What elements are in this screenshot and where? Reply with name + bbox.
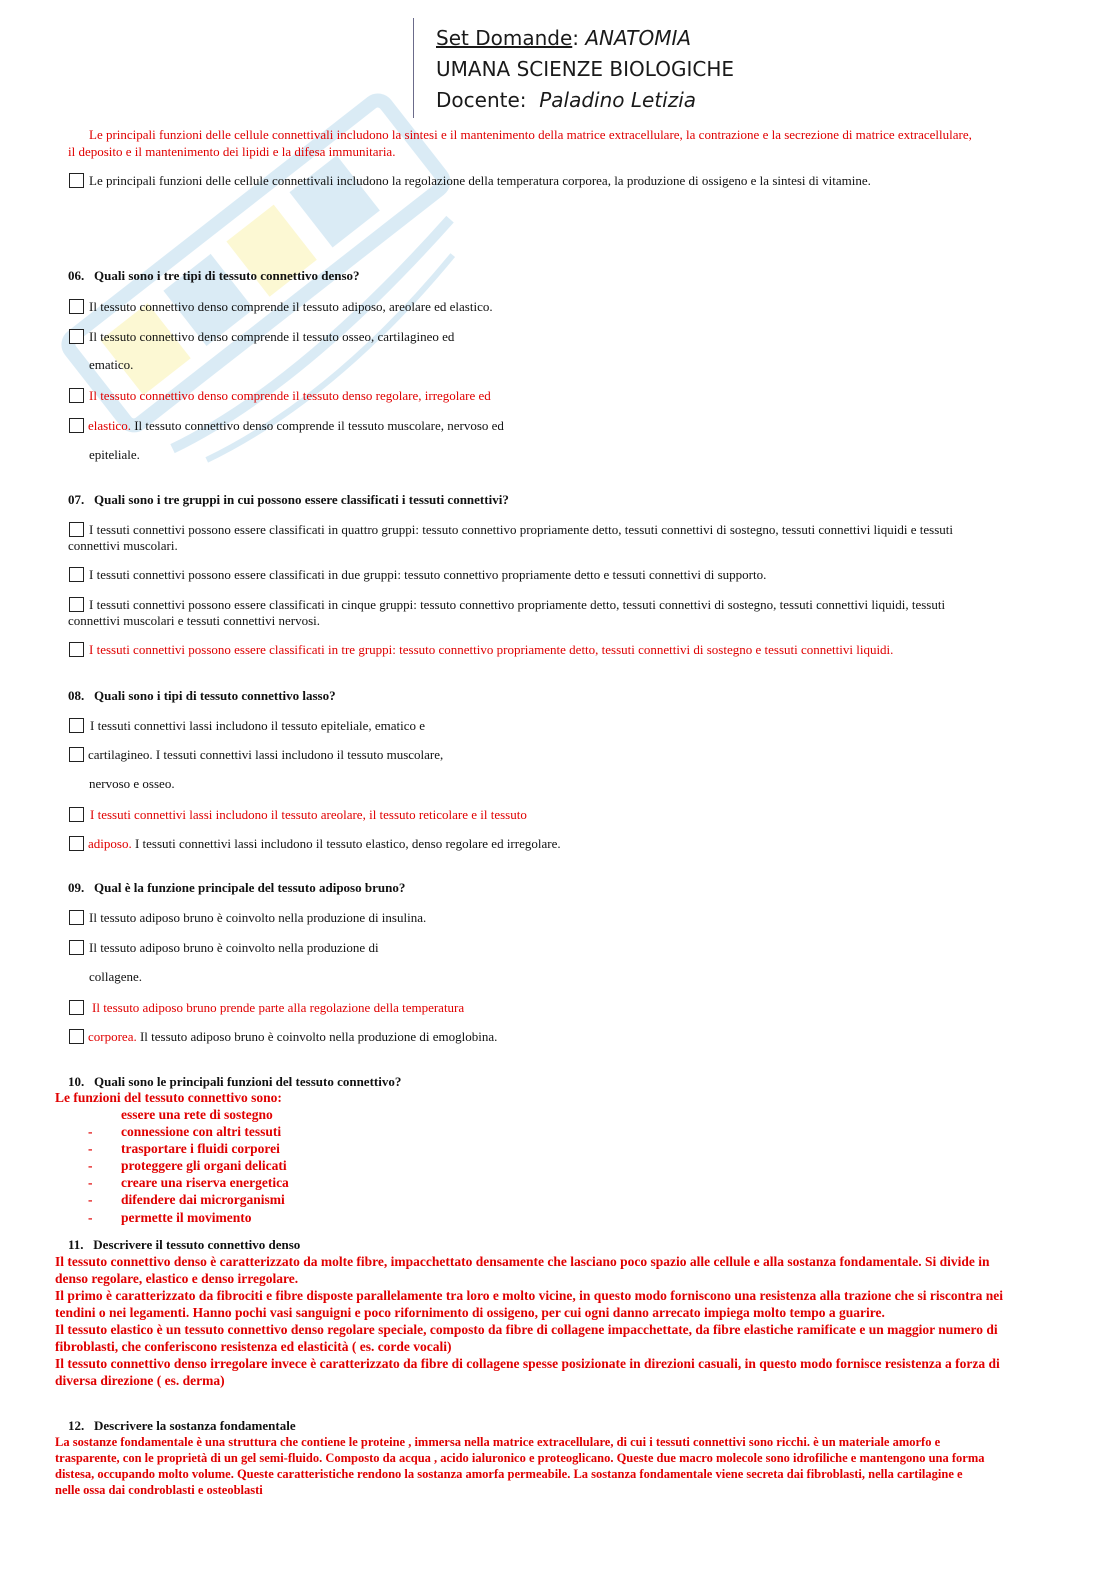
q06-opt2b: ematico. — [89, 357, 134, 372]
q06-opt4-line — [88, 418, 504, 434]
q06-opt1-checkbox[interactable] — [69, 299, 84, 314]
q05-answer-line1: Le principali funzioni delle cellule connettivali includono la sintesi e il mantenimento della matrice extracellulare, la contrazione e la secrezione di matrice extracellulare, — [89, 127, 972, 142]
q05-option-checkbox[interactable] — [69, 173, 84, 188]
q07-opt3b: connettivi muscolari e tessuti connettivi nervosi. — [68, 613, 321, 628]
q12-line-3: nelle ossa dai condroblasti e osteoblasti — [55, 1483, 263, 1497]
q09-opt3: Il tessuto adiposo bruno prende parte alla regolazione della temperatura — [92, 1000, 465, 1015]
q10-item-5: difendere dai microrganismi — [121, 1192, 285, 1207]
docente-label: Docente: — [436, 88, 527, 112]
q10-item-2: trasportare i fluidi corporei — [121, 1141, 280, 1156]
q08-opt4-checkbox[interactable] — [69, 836, 84, 851]
q10-item-0: essere una rete di sostegno — [121, 1107, 273, 1122]
q06-question — [68, 268, 360, 284]
q09-opt2-checkbox[interactable] — [69, 940, 84, 955]
subject-line2: UMANA SCIENZE BIOLOGICHE — [436, 57, 734, 81]
q07-question — [68, 492, 509, 508]
q10-item-3: proteggere gli organi delicati — [121, 1158, 287, 1173]
q09-opt4-line — [88, 1029, 497, 1045]
q11-line-2: Il primo è caratterizzato da fibrociti e fibre disposte parallelamente tra loro e molto vicine, in questo modo forniscono una resistenza alla trazione che si riscontra nei — [55, 1288, 1003, 1303]
q12-line-1: trasparente, con le proprietà di un gel semi-fluido. Composto da acqua , acido ialuronico e proteoglicano. Queste due macro molecole sono idrofiliche e mantengono una forma — [55, 1451, 985, 1465]
q10-dash-5: - — [88, 1192, 93, 1207]
q12-line-0: La sostanze fondamentale è una struttura che contiene le proteine , immersa nella matrice extracellulare, di cui i tessuti connettivi sono ricchi. è un materiale amorfo e — [55, 1435, 941, 1449]
q08-opt4-line — [88, 836, 561, 852]
q09-opt4-checkbox[interactable] — [69, 1029, 84, 1044]
q08-opt4b: I tessuti connettivi lassi includono il tessuto elastico, denso regolare ed irregolare. — [131, 836, 561, 851]
q10-item-1: connessione con altri tessuti — [121, 1124, 282, 1139]
header-title-line: Set Domande: ANATOMIA — [436, 26, 692, 50]
q11-line-1: denso regolare, elastico e denso irregolare. — [55, 1271, 299, 1286]
q09-opt2a: Il tessuto adiposo bruno è coinvolto nella produzione di — [89, 940, 379, 955]
q09-opt2b: collagene. — [89, 969, 143, 984]
q12-line-2: distesa, occupando molto volume. Queste caratteristiche rendono la sostanza amorfa permeabile. La sostanza fondamentale viene secreta dai fibroblasti, nella cartilagine e — [55, 1467, 963, 1481]
docente-line — [436, 88, 696, 112]
q08-opt1: I tessuti connettivi lassi includono il tessuto epiteliale, ematico e — [90, 718, 426, 733]
q10-item-6: permette il movimento — [121, 1210, 252, 1225]
q06-opt4b: epiteliale. — [89, 447, 140, 462]
q06-opt2-checkbox[interactable] — [69, 329, 84, 344]
q11-line-4: Il tessuto elastico è un tessuto connettivo denso regolare speciale, composto da fibre di collagene impacchettate, da fibre elastiche ramificate e un maggior numero di — [55, 1322, 998, 1337]
q10-dash-1: - — [88, 1124, 93, 1139]
q07-opt1-checkbox[interactable] — [69, 522, 84, 537]
q12-text: Descrivere la sostanza fondamentale — [94, 1418, 296, 1433]
subject: ANATOMIA — [585, 26, 692, 50]
q05-answer-line2: il deposito e il mantenimento dei lipidi e la difesa immunitaria. — [68, 144, 396, 159]
q09-text: Qual è la funzione principale del tessuto adiposo bruno? — [94, 880, 406, 895]
q09-opt1: Il tessuto adiposo bruno è coinvolto nella produzione di insulina. — [89, 910, 427, 925]
q08-opt1-checkbox[interactable] — [69, 718, 84, 733]
header-divider — [413, 18, 414, 118]
q10-question — [68, 1074, 401, 1090]
q10-item-4: creare una riserva energetica — [121, 1175, 289, 1190]
q11-line-3: tendini o nei legamenti. Hanno pochi vasi sanguigni e poco rifornimento di ossigeno, per cui ogni danno arrecato impiega molto tempo a guarire. — [55, 1305, 885, 1320]
q06-opt2a: Il tessuto connettivo denso comprende il tessuto osseo, cartilagineo ed — [89, 329, 455, 344]
q11-line-5: fibroblasti, che conferiscono resistenza ed elasticità ( es. corde vocali) — [55, 1339, 452, 1354]
q09-number: 09. — [68, 880, 85, 895]
docente-name: Paladino Letizia — [539, 88, 697, 112]
q07-opt4-checkbox[interactable] — [69, 642, 84, 657]
q06-opt3b: elastico. — [88, 418, 131, 433]
q10-dash-4: - — [88, 1175, 93, 1190]
q07-opt3a: I tessuti connettivi possono essere classificati in cinque gruppi: tessuto connettivo propriamente detto, tessuti connettivi di sostegno, tessuti connettivi liquidi, tessuti — [89, 597, 946, 612]
q07-opt1a: I tessuti connettivi possono essere classificati in quattro gruppi: tessuto connettivo propriamente detto, tessuti connettivi di sostegno, tessuti connettivi liquidi e tessuti — [89, 522, 953, 537]
q10-number: 10. — [68, 1074, 85, 1089]
q08-opt4a: adiposo. — [88, 836, 132, 851]
q07-opt1b: connettivi muscolari. — [68, 538, 178, 553]
q06-text: Quali sono i tre tipi di tessuto connettivo denso? — [94, 268, 360, 283]
q10-dash-2: - — [88, 1141, 93, 1156]
q11-question — [68, 1237, 300, 1253]
set-label: Set Domande — [436, 26, 573, 50]
q09-opt1-checkbox[interactable] — [69, 910, 84, 925]
q08-opt2: cartilagineo. I tessuti connettivi lassi includono il tessuto muscolare, — [88, 747, 444, 762]
q08-opt2-checkbox[interactable] — [69, 747, 84, 762]
q11-number: 11. — [68, 1237, 84, 1252]
q11-line-6: Il tessuto connettivo denso irregolare invece è caratterizzato da fibre di collagene spesse posizionate in direzioni casuali, in questo modo fornisce resistenza a forza di — [55, 1356, 1000, 1371]
q09-question — [68, 880, 405, 896]
q10-text: Quali sono le principali funzioni del tessuto connettivo? — [94, 1074, 402, 1089]
q11-line-7: diversa direzione ( es. derma) — [55, 1373, 225, 1388]
q07-opt3-checkbox[interactable] — [69, 597, 84, 612]
q06-opt4a: Il tessuto connettivo denso comprende il tessuto muscolare, nervoso ed — [130, 418, 504, 433]
q12-number: 12. — [68, 1418, 85, 1433]
q07-opt4: I tessuti connettivi possono essere classificati in tre gruppi: tessuto connettivo propriamente detto, tessuti connettivi di sostegno e tessuti connettivi liquidi. — [89, 642, 894, 657]
q08-number: 08. — [68, 688, 85, 703]
q06-opt1: Il tessuto connettivo denso comprende il tessuto adiposo, areolare ed elastico. — [89, 299, 493, 314]
q06-opt3-checkbox[interactable] — [69, 388, 84, 403]
q05-option-text: Le principali funzioni delle cellule connettivali includono la regolazione della temperatura corporea, la produzione di ossigeno e la sintesi di vitamine. — [89, 173, 871, 188]
q09-opt4a: corporea. — [88, 1029, 137, 1044]
q09-opt4b: Il tessuto adiposo bruno è coinvolto nella produzione di emoglobina. — [136, 1029, 498, 1044]
q07-opt2: I tessuti connettivi possono essere classificati in due gruppi: tessuto connettivo propriamente detto e tessuti connettivi di supporto. — [89, 567, 767, 582]
q07-number: 07. — [68, 492, 85, 507]
q11-text: Descrivere il tessuto connettivo denso — [93, 1237, 301, 1252]
q08-text: Quali sono i tipi di tessuto connettivo lasso? — [94, 688, 336, 703]
q08-opt3: I tessuti connettivi lassi includono il tessuto areolare, il tessuto reticolare e il tessuto — [90, 807, 527, 822]
q08-opt2b: nervoso e osseo. — [89, 776, 175, 791]
q08-question — [68, 688, 336, 704]
q06-opt4-checkbox[interactable] — [69, 418, 84, 433]
q12-question — [68, 1418, 296, 1434]
q10-intro: Le funzioni del tessuto connettivo sono: — [55, 1090, 282, 1105]
q06-number: 06. — [68, 268, 85, 283]
q06-opt3a: Il tessuto connettivo denso comprende il tessuto denso regolare, irregolare ed — [89, 388, 491, 403]
q07-text: Quali sono i tre gruppi in cui possono essere classificati i tessuti connettivi? — [94, 492, 509, 507]
q09-opt3-checkbox[interactable] — [69, 1000, 84, 1015]
q10-dash-3: - — [88, 1158, 93, 1173]
q10-dash-6: - — [88, 1210, 93, 1225]
q11-line-0: Il tessuto connettivo denso è caratterizzato da molte fibre, impacchettato densamente che lasciano poco spazio alle cellule e alla sostanza fondamentale. Si divide in — [55, 1254, 990, 1269]
q08-opt3-checkbox[interactable] — [69, 807, 84, 822]
q07-opt2-checkbox[interactable] — [69, 567, 84, 582]
